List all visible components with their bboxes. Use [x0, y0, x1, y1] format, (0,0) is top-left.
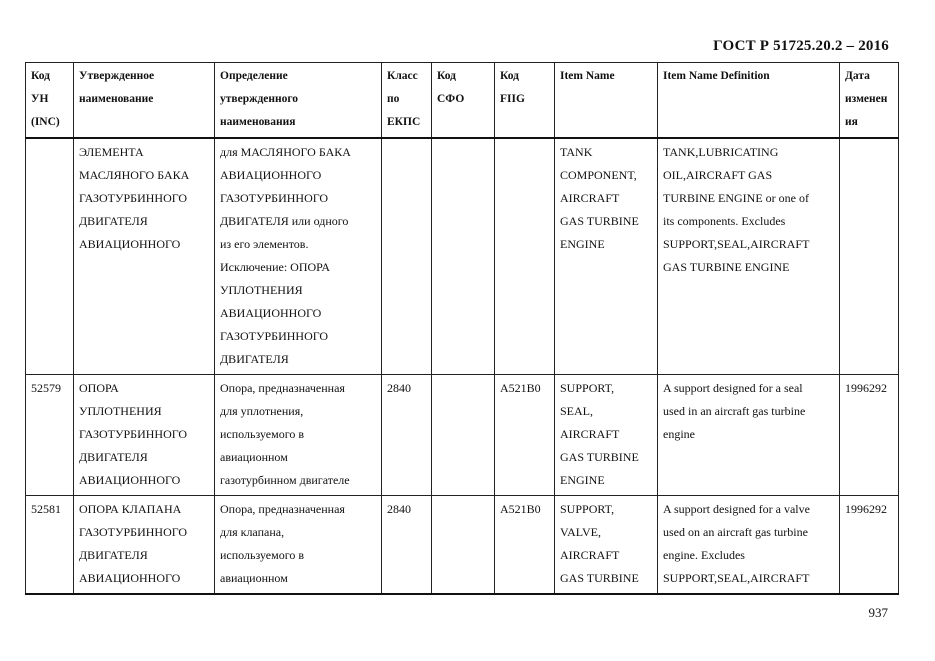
cell-line: ДВИГАТЕЛЯ или одного: [220, 214, 349, 228]
sfo-cell: [432, 496, 495, 595]
col-header-inc: [26, 63, 74, 139]
name-cell: [74, 375, 215, 496]
col-header-date: [840, 63, 899, 139]
cell-line: GAS TURBINE ENGINE: [663, 260, 790, 274]
cell-line: используемого в: [220, 427, 305, 441]
cell-line: 2840: [387, 381, 411, 395]
fiig-cell: [495, 375, 555, 496]
cell-line: используемого в: [220, 548, 305, 562]
cell-line: АВИАЦИОННОГО: [220, 168, 322, 182]
cell-line: Исключение: ОПОРА: [220, 260, 330, 274]
cell-line: Опора, предназначенная: [220, 381, 345, 395]
col-header-fiig: [495, 63, 555, 139]
cell-line: ГАЗОТУРБИННОГО: [220, 191, 329, 205]
header-line: СФО: [437, 93, 465, 105]
inc-cell: [26, 138, 74, 375]
name-cell: [74, 138, 215, 375]
cell-line: ГАЗОТУРБИННОГО: [79, 427, 188, 441]
cell-line: ГАЗОТУРБИННОГО: [79, 525, 188, 539]
item-def-cell: [658, 375, 840, 496]
header-line: Код: [500, 70, 520, 82]
col-header-class: [382, 63, 432, 139]
document-header: ГОСТ Р 51725.20.2 – 2016: [713, 38, 889, 54]
cell-line: для клапана,: [220, 525, 285, 539]
cell-line: engine. Excludes: [663, 548, 745, 562]
cell-line: A521B0: [500, 502, 541, 516]
col-header-item-name: [555, 63, 658, 139]
cell-line: 52581: [31, 502, 61, 516]
cell-line: GAS TURBINE: [560, 571, 639, 585]
header-line: ия: [845, 116, 858, 128]
cell-line: COMPONENT,: [560, 168, 637, 182]
cell-line: A521B0: [500, 381, 541, 395]
cell-line: ГАЗОТУРБИННОГО: [220, 329, 329, 343]
cell-line: АВИАЦИОННОГО: [79, 571, 181, 585]
header-line: ЕКПС: [387, 116, 421, 128]
header-line: Код: [31, 70, 51, 82]
cell-line: ОПОРА: [79, 381, 119, 395]
cell-line: ГАЗОТУРБИННОГО: [79, 191, 188, 205]
item-name-cell: [555, 496, 658, 595]
header-line: FIIG: [500, 93, 525, 105]
item-name-cell: [555, 138, 658, 375]
cell-line: 1996292: [845, 381, 887, 395]
cell-line: ЭЛЕМЕНТА: [79, 145, 144, 159]
cell-line: ДВИГАТЕЛЯ: [79, 214, 148, 228]
header-line: (INC): [31, 116, 60, 128]
definition-cell: [215, 138, 382, 375]
cell-line: VALVE,: [560, 525, 602, 539]
cell-line: ДВИГАТЕЛЯ: [79, 548, 148, 562]
cell-line: SUPPORT,SEAL,AIRCRAFT: [663, 571, 810, 585]
header-line: Определение: [220, 70, 288, 82]
cell-line: ENGINE: [560, 473, 605, 487]
page-number: 937: [868, 605, 888, 620]
sfo-cell: [432, 138, 495, 375]
header-line: Класс: [387, 70, 418, 82]
date-cell: [840, 496, 899, 595]
inc-cell: [26, 496, 74, 595]
cell-line: AIRCRAFT: [560, 427, 620, 441]
cell-line: АВИАЦИОННОГО: [220, 306, 322, 320]
cell-line: AIRCRAFT: [560, 548, 620, 562]
class-cell: [382, 375, 432, 496]
cell-line: engine: [663, 427, 695, 441]
item-def-cell: [658, 496, 840, 595]
item-name-cell: [555, 375, 658, 496]
cell-line: 2840: [387, 502, 411, 516]
cell-line: TANK: [560, 145, 593, 159]
cell-line: газотурбинном двигателе: [220, 473, 350, 487]
cell-line: УПЛОТНЕНИЯ: [220, 283, 303, 297]
header-line: Дата: [845, 70, 870, 82]
col-header-name: [74, 63, 215, 139]
cell-line: A support designed for a valve: [663, 502, 810, 516]
cell-line: SEAL,: [560, 404, 593, 418]
table-row: [26, 375, 899, 496]
fiig-cell: [495, 496, 555, 595]
cell-line: AIRCRAFT: [560, 191, 620, 205]
class-cell: [382, 496, 432, 595]
definition-cell: [215, 496, 382, 595]
table-row: [26, 138, 899, 375]
cell-line: used on an aircraft gas turbine: [663, 525, 808, 539]
cell-line: авиационном: [220, 450, 288, 464]
header-line: Утвержденное: [79, 70, 155, 82]
cell-line: АВИАЦИОННОГО: [79, 237, 181, 251]
col-header-sfo: [432, 63, 495, 139]
cell-line: used in an aircraft gas turbine: [663, 404, 806, 418]
header-line: наименования: [220, 116, 296, 128]
sfo-cell: [432, 375, 495, 496]
inc-cell: [26, 375, 74, 496]
cell-line: SUPPORT,: [560, 381, 615, 395]
cell-line: МАСЛЯНОГО БАКА: [79, 168, 190, 182]
header-line: утвержденного: [220, 93, 299, 105]
cell-line: ДВИГАТЕЛЯ: [220, 352, 289, 366]
cell-line: OIL,AIRCRAFT GAS: [663, 168, 773, 182]
header-line: по: [387, 93, 400, 105]
cell-line: its components. Excludes: [663, 214, 786, 228]
header-line: изменен: [845, 93, 888, 105]
cell-line: TURBINE ENGINE or one of: [663, 191, 809, 205]
cell-line: для уплотнения,: [220, 404, 304, 418]
cell-line: из его элементов.: [220, 237, 309, 251]
cell-line: УПЛОТНЕНИЯ: [79, 404, 162, 418]
cell-line: для МАСЛЯНОГО БАКА: [220, 145, 351, 159]
table-row: [26, 496, 899, 595]
cell-line: GAS TURBINE: [560, 214, 639, 228]
fiig-cell: [495, 138, 555, 375]
definition-cell: [215, 375, 382, 496]
table-body: [26, 138, 899, 594]
gost-table: [25, 62, 899, 595]
table-header-row: [26, 63, 899, 139]
col-header-item-def: [658, 63, 840, 139]
header-line: Item Name: [560, 70, 615, 82]
cell-line: ОПОРА КЛАПАНА: [79, 502, 182, 516]
header-line: УН: [31, 93, 49, 105]
date-cell: [840, 138, 899, 375]
cell-line: GAS TURBINE: [560, 450, 639, 464]
cell-line: ДВИГАТЕЛЯ: [79, 450, 148, 464]
cell-line: Опора, предназначенная: [220, 502, 345, 516]
cell-line: АВИАЦИОННОГО: [79, 473, 181, 487]
cell-line: A support designed for a seal: [663, 381, 803, 395]
name-cell: [74, 496, 215, 595]
col-header-definition: [215, 63, 382, 139]
cell-line: 1996292: [845, 502, 887, 516]
date-cell: [840, 375, 899, 496]
header-line: Item Name Definition: [663, 70, 770, 82]
header-line: наименование: [79, 93, 154, 105]
cell-line: ENGINE: [560, 237, 605, 251]
header-line: Код: [437, 70, 457, 82]
cell-line: авиационном: [220, 571, 288, 585]
cell-line: 52579: [31, 381, 61, 395]
cell-line: TANK,LUBRICATING: [663, 145, 779, 159]
cell-line: SUPPORT,: [560, 502, 615, 516]
item-def-cell: [658, 138, 840, 375]
cell-line: SUPPORT,SEAL,AIRCRAFT: [663, 237, 810, 251]
class-cell: [382, 138, 432, 375]
